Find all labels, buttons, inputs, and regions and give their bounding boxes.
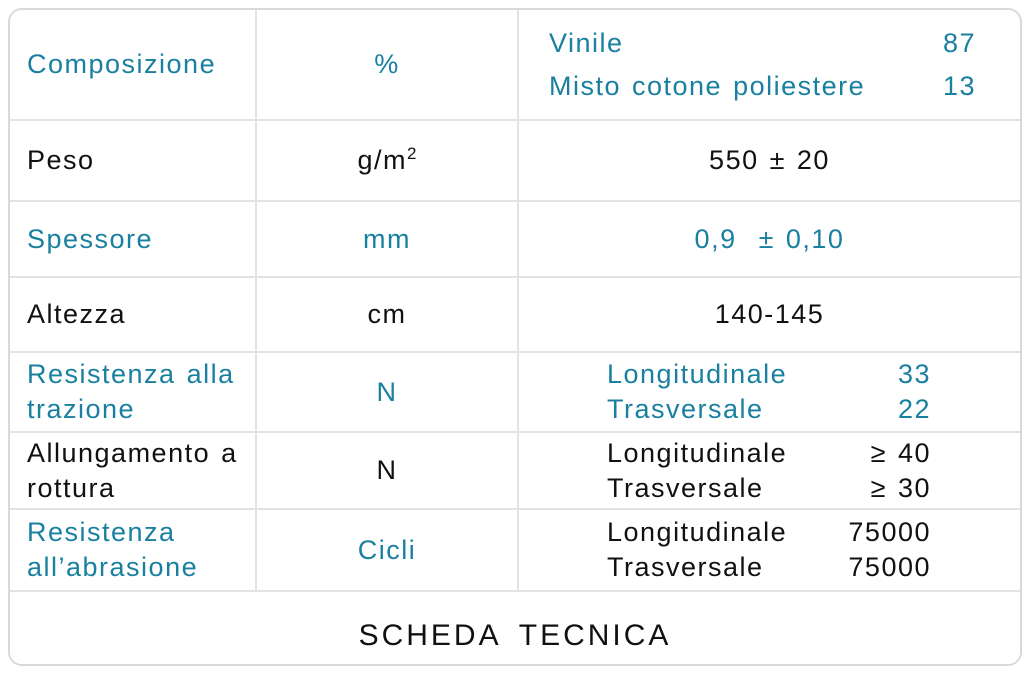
row-unit: N [376,376,398,407]
spec-item-value: 75000 [848,517,931,547]
tech-sheet-table [8,8,1022,666]
spec-item-value: 87 [942,27,976,58]
spec-item-name: Trasversale [607,552,764,582]
spec-item-list [519,22,1020,108]
spec-item-list [519,436,1020,506]
value-cell-peso [519,121,1020,202]
value-cell-composizione [519,10,1020,121]
label-cell-peso [10,121,257,202]
row-unit: Cicli [357,534,417,565]
spec-item [549,22,976,65]
row-value: 550 ± 20 [709,145,830,175]
spec-item [607,436,931,471]
row-unit: cm [367,299,407,329]
spec-item [607,357,931,392]
spec-item [607,471,931,506]
value-cell-resistenza-abrasione [519,510,1020,592]
spec-item-name: Longitudinale [607,517,788,547]
sheet-title-text: SCHEDA TECNICA [358,619,672,652]
unit-cell-resistenza-abrasione [257,510,519,592]
spec-item [607,550,931,585]
spec-item-list [519,357,1020,427]
value-cell-spessore [519,202,1020,278]
spec-item-value: 33 [897,359,931,389]
label-cell-allungamento [10,433,257,510]
spec-item-value: ≥ 40 [870,437,931,468]
row-label: Peso [27,145,95,175]
spec-item-name: Vinile [549,27,624,58]
value-cell-allungamento [519,433,1020,510]
unit-cell-altezza [257,278,519,353]
row-label: Resistenza all’abrasione [27,517,199,582]
unit-cell-spessore [257,202,519,278]
unit-cell-allungamento [257,433,519,510]
unit-cell-composizione [257,10,519,121]
spec-item-list [519,515,1020,585]
spec-item-value: ≥ 30 [870,472,931,503]
unit-cell-peso [257,121,519,202]
row-unit: $g/m^2$ [357,144,417,175]
row-unit: N [376,455,398,485]
row-label: Altezza [27,299,127,329]
spec-item-name: Trasversale [607,394,764,424]
spec-item [607,392,931,427]
spec-item [549,65,976,108]
label-cell-altezza [10,278,257,353]
row-unit: mm [363,223,411,254]
spec-item-value: 13 [942,70,976,101]
row-label: Resistenza alla trazione [27,359,235,424]
label-cell-spessore [10,202,257,278]
row-value: 0,9 ± 0,10 [694,223,845,254]
row-label: Spessore [27,223,154,254]
spec-item-name: Longitudinale [607,359,788,389]
row-value: 140-145 [714,299,825,329]
unit-cell-resistenza-trazione [257,353,519,433]
row-unit: % [374,49,400,79]
spec-item-value: 75000 [848,552,931,582]
label-cell-resistenza-trazione [10,353,257,433]
row-label: Allungamento a rottura [27,437,238,503]
spec-item-name: Trasversale [607,472,764,503]
spec-item-name: Misto cotone poliestere [549,70,866,101]
sheet-title [10,592,1020,664]
label-cell-composizione [10,10,257,121]
row-label: Composizione [27,49,217,79]
spec-item-value: 22 [897,394,931,424]
value-cell-altezza [519,278,1020,353]
value-cell-resistenza-trazione [519,353,1020,433]
spec-item [607,515,931,550]
spec-item-name: Longitudinale [607,437,788,468]
unit-superscript: 2 [407,144,417,163]
label-cell-resistenza-abrasione [10,510,257,592]
